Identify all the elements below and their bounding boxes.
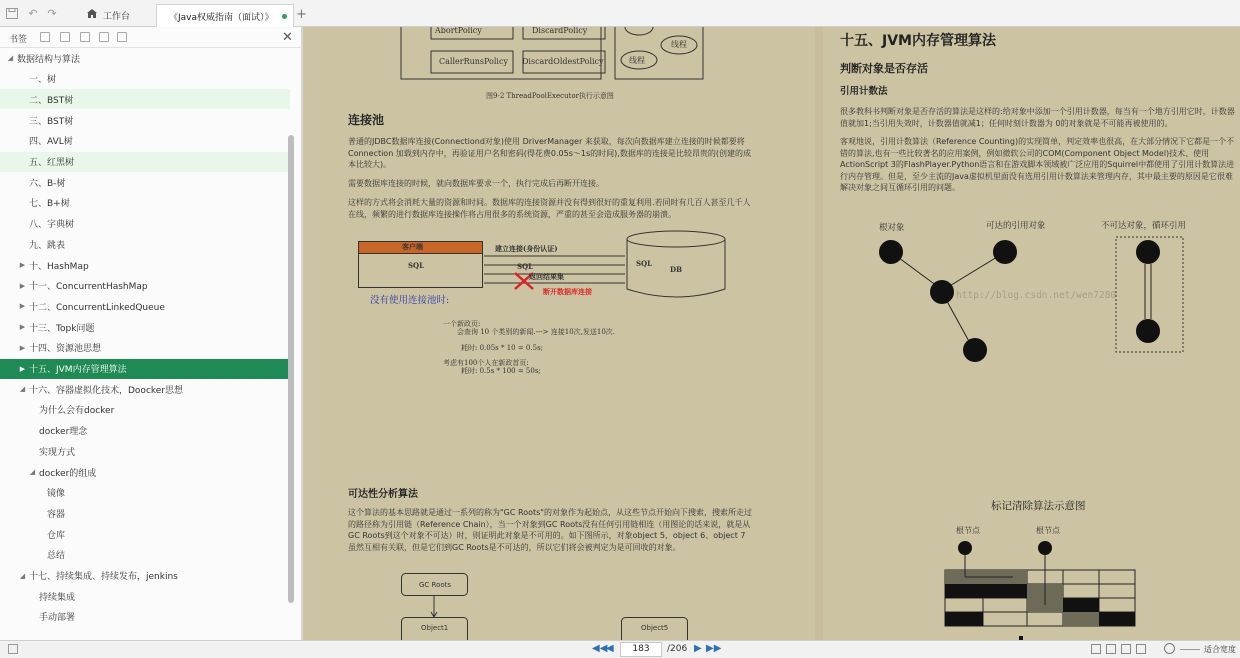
document-viewer [303,27,1240,640]
title-bar [0,0,1240,27]
reference-graph [863,232,1203,372]
mark-sweep-title: 标记清除算法示意图 [991,500,1086,512]
toc-item-label: 六、B-树 [29,178,66,189]
toc-item-label: 七、B+树 [29,199,70,210]
unsaved-dot-icon [282,14,287,19]
prev-page-icon[interactable]: ◀ [606,643,614,654]
toc-item-label: 持续集成 [39,592,76,603]
status-bar [0,640,1240,658]
toc-item[interactable] [0,359,290,379]
toc-item-label: docker理念 [39,427,88,438]
pool-paragraph-3: 这样的方式将会消耗大量的资源和时间。数据库的连接资源并没有得到很好的重复利用.若同时有几百人甚至几千人在线，频繁的进行数据库连接操作将占用很多的系统资源，严重的甚至会造成服务器的崩溃。 [348,198,751,219]
toc-item[interactable] [0,69,290,89]
toc-item-label: 实现方式 [39,447,76,458]
expand-all-icon[interactable] [40,32,50,42]
refcount-paragraph-2: 客观地说，引用计数算法（Reference Counting)的实现简单，判定效率也很高，在大部分情况下它都是一个不错的算法,也有一些比较著名的应用案例，例如微软公司的COM(Component Object Model)技术、使用ActionScript 3的FlashPlayer.Python语言和在游戏脚本领域被广泛应用的Squirrel中都使用了引用计数算法进行内存管理。但是，至少主流的Java虚拟机里面没有选用引用计数算法来管理内存，其中最主要的原因是它很难解决对象之间互循环引用的问题。 [840,137,1235,192]
toc-item-label: 一、树 [29,75,57,86]
toc-item-label: 总结 [47,551,66,562]
toc-item[interactable] [0,317,290,337]
toc-item-label: 八、字典树 [29,220,75,231]
last-page-icon[interactable]: ▶▶ [706,643,722,654]
home-icon [86,8,98,22]
expand-arrow-icon[interactable]: ▶ [19,302,26,311]
root-object-label: 根对象 [879,223,905,233]
save-icon[interactable] [6,8,18,19]
policy-abort: AbortPolicy [435,27,482,35]
toc-item-label: 十一、ConcurrentHashMap [29,282,148,293]
tab-document-label: 《Java权威指南（面试）》 [169,12,274,23]
toc-item[interactable] [0,607,290,627]
sql-arrow-label: SQL [517,262,534,271]
expand-arrow-icon[interactable]: ▶ [19,323,26,332]
toc-item-label: 十、HashMap [29,261,89,272]
unreachable-object-label: 不可达对象，循环引用 [1101,221,1187,231]
sidebar-toggle-icon[interactable] [8,644,18,654]
next-page-icon[interactable]: ▶ [694,643,702,654]
toc-item-label: 十五、JVM内存管理算法 [29,365,127,375]
tab-workbench[interactable] [80,4,150,26]
zoom-slider[interactable] [1180,649,1200,650]
calc-line-1: 一个新政页: [443,320,481,328]
page-total: /206 [667,644,688,654]
page-right [823,27,1240,640]
toc-item[interactable] [0,338,290,358]
tab-document[interactable] [156,4,294,27]
toc-item-label: 十四、资源池思想 [29,344,102,355]
toc-item-label: 十三、Topk问题 [29,323,95,334]
toc-item[interactable] [0,89,290,109]
object1-label: Object1 [421,624,449,632]
bookmark-sidebar [0,27,302,640]
collapse-arrow-icon[interactable]: ◢ [29,468,36,476]
expand-arrow-icon[interactable]: ▶ [19,261,26,269]
book-view-icon[interactable] [1136,644,1146,654]
expand-arrow-icon[interactable]: ▶ [19,343,26,352]
toc-item[interactable] [0,172,290,192]
thread-label: 线程 [671,40,687,49]
delete-bookmark-icon[interactable] [117,32,127,42]
toc-item[interactable] [0,421,290,441]
collapse-arrow-icon[interactable]: ◢ [19,385,26,394]
collapse-arrow-icon[interactable]: ◢ [19,571,26,580]
toc-item-label: docker的组成 [39,468,97,479]
continuous-view-icon[interactable] [1121,644,1131,654]
toc-item-label: 十六、容器虚拟化技术，Doocker思想 [29,385,184,396]
zoom-mode-label[interactable]: 适合宽度 [1204,645,1236,654]
toc-item[interactable] [0,503,290,523]
undo-icon[interactable]: ↶ [28,7,38,20]
section-heading-reachability: 可达性分析算法 [348,489,418,500]
watermark-text: http://blog.csdn.net/wen7280 [956,290,1117,301]
toc-item[interactable] [0,462,290,482]
root-node-label-a: 根节点 [956,526,980,535]
toc-item-label: 三、BST树 [29,116,74,127]
toc-item-label: 容器 [47,509,66,520]
thread-label: 线程 [629,56,645,65]
toc-item[interactable] [0,214,290,234]
disconnect-label: 断开数据库连接 [543,287,592,296]
toc-item[interactable] [0,276,290,296]
sidebar-scrollbar[interactable] [288,135,294,603]
toc-item[interactable] [0,152,290,172]
pool-paragraph-1: 普通的JDBC数据库连接(Connectiond对象)使用 DriverManager 来获取，每次向数据库建立连接的时候都要将Connection 加载到内存中，再验证用户名和密码(得花费0.05s～1s的时间),数据库的连接是比较昂贵的(创建的成本比较大)。 [348,137,751,169]
toc-item[interactable] [0,545,290,565]
toc-item[interactable] [0,586,290,606]
collapse-all-icon[interactable] [60,32,70,42]
add-bookmark-icon[interactable] [80,32,90,42]
toc-item[interactable] [0,234,290,254]
toc-item[interactable] [0,131,290,151]
expand-arrow-icon[interactable]: ▶ [19,364,26,373]
calc-line-2: 会查询 10 个类别的新闻.---> 连接10次,发送10次. [457,328,616,336]
calc-line-4: 考虑有100个人在新政首页: [443,359,529,367]
toc-item-label: 十二、ConcurrentLinkedQueue [29,302,165,313]
calc-line-3: 耗时: 0.05s * 10 = 0.5s; [461,344,544,352]
single-page-view-icon[interactable] [1091,644,1101,654]
toc-item-label: 仓库 [47,530,66,541]
toc-item[interactable] [0,110,290,130]
subheading-liveness: 判断对象是否存活 [840,62,928,75]
toc-item-label: 十七、持续集成、持续发布，jenkins [29,572,178,582]
policy-caller-runs: CallerRunsPolicy [439,57,508,66]
double-page-view-icon[interactable] [1106,644,1116,654]
toc-item[interactable] [0,379,290,399]
subheading-refcount: 引用计数法 [840,86,888,97]
toc-item[interactable] [0,48,290,68]
sidebar-header [0,27,302,48]
db-label: DB [670,265,682,274]
toc-item[interactable] [0,193,290,213]
zoom-out-icon[interactable] [1164,643,1175,654]
toc-item[interactable] [0,524,290,544]
toc-item-label: 五、红黑树 [29,158,75,168]
add-child-bookmark-icon[interactable] [99,32,109,42]
page-left [303,27,815,640]
reachable-object-label: 可达的引用对象 [986,221,1046,231]
toc-item-label: 为什么会有docker [39,406,115,417]
add-tab-icon[interactable]: + [296,7,307,22]
tab-workbench-label: 工作台 [103,11,131,22]
chapter-title: 十五、JVM内存管理算法 [840,33,996,49]
result-label: 返回结果集 [529,272,564,281]
calc-line-5: 耗时: 0.5s * 100 = 50s; [461,367,541,375]
toc-item[interactable] [0,566,290,586]
toc-item-label: 九、跳表 [29,240,66,251]
pool-paragraph-2: 需要数据库连接的时候，就向数据库要求一个，执行完成后再断开连接。 [348,179,604,188]
client-label: 客户端 [402,242,423,251]
redo-icon[interactable]: ↷ [47,7,57,20]
page-number-input[interactable]: 183 [620,642,662,657]
client-sql-label: SQL [408,261,425,270]
gc-roots-label: GC Roots [419,581,452,589]
expand-arrow-icon[interactable]: ▶ [19,281,26,290]
toc-item-label: 四、AVL树 [29,137,73,148]
toc-item-label: 镜像 [47,489,66,500]
db-sql-label: SQL [636,259,653,268]
toc-item-label: 数据结构与算法 [17,54,81,65]
toc-item[interactable] [0,255,290,275]
section-heading-pool: 连接池 [348,113,385,127]
reachability-paragraph: 这个算法的基本思路就是通过一系列的称为"GC Roots"的对象作为起始点，从这些节点开始向下搜索，搜索所走过的路径称为引用链（Reference Chain），当一个对象到GC Roots没有任何引用链相连（用图论的话来说，就是从GC Roots到这个对象不可达）时，则证明此对象是不可用的。如下图所示，对象object 5、object 6、object 7虽然互相有关联，但是它们到GC Roots是不可达的，所以它们将会被判定为是可回收的对象。 [348,508,752,552]
object5-label: Object5 [641,624,669,632]
root-node-label-b: 根节点 [1036,526,1060,535]
sidebar-title: 书签 [9,35,28,45]
mark-sweep-diagram [943,539,1143,640]
toc-item[interactable] [0,296,290,316]
close-icon[interactable]: ✕ [282,30,293,45]
figure-caption: 图9-2 ThreadPoolExecutor执行示意图 [486,92,614,100]
toc-item-label: 二、BST树 [29,95,74,106]
toc-item[interactable] [0,483,290,503]
establish-label: 建立连接(身份认证) [495,244,558,253]
policy-discard: DiscardPolicy [532,27,588,35]
no-pool-label: 没有使用连接池时: [370,295,450,306]
policy-discard-oldest: DiscardOldestPolicy [522,57,604,66]
refcount-paragraph-1: 很多教科书判断对象是否存活的算法是这样的:给对象中添加一个引用计数器，每当有一个地方引用它时，计数器值就加1;当引用失效时，计数器值就减1；任何时刻计数器为 0的对象就是不可能再被使用的。 [840,107,1235,128]
toc-item[interactable] [0,441,290,461]
first-page-icon[interactable]: ◀◀ [592,643,608,654]
toc-item[interactable] [0,400,290,420]
toc-item-label: 手动部署 [39,613,76,624]
collapse-arrow-icon[interactable]: ◢ [7,54,14,62]
